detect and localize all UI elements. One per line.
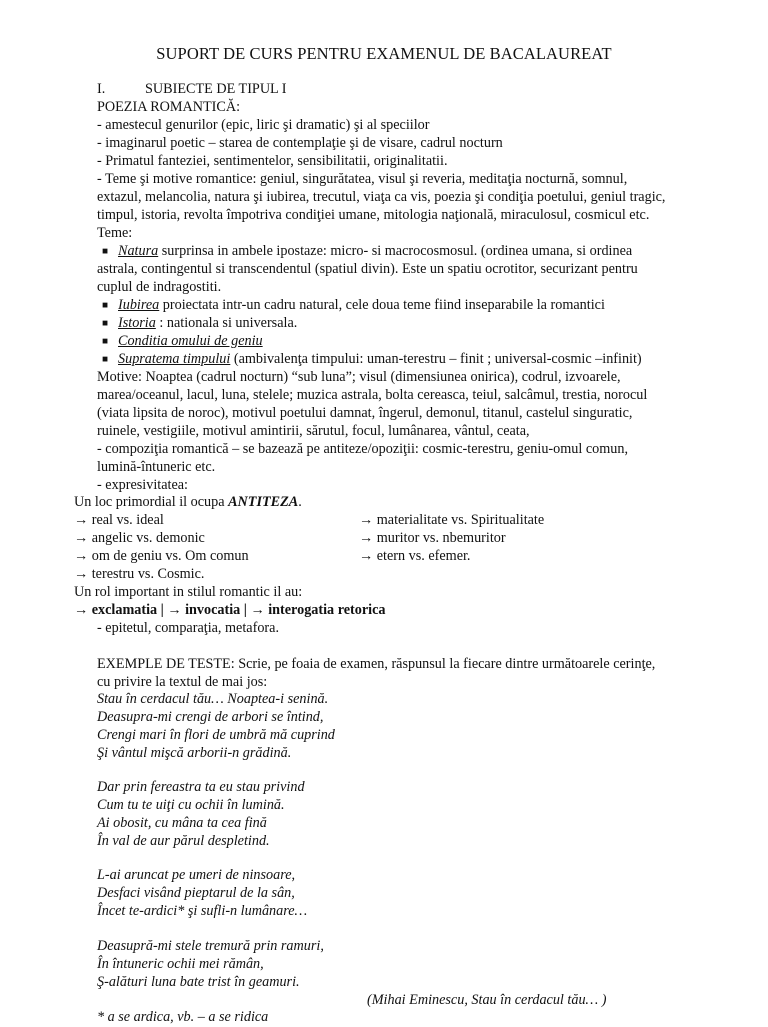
tests-heading: EXEMPLE DE TESTE: Scrie, pe foaia de examen, răspunsul la fiecare dintre următoarele cerinţe,	[97, 656, 656, 672]
section-heading: SUBIECTE DE TIPUL I	[145, 81, 287, 97]
romantic-style-intro: Un rol important in stilul romantic il au:	[74, 584, 303, 600]
motives-line: (viata lipsita de noroc), motivul poetului damnat, îngerul, demonul, titanul, castelul singuratic,	[97, 405, 633, 421]
poem-line: Ai obosit, cu mâna ta cea fină	[97, 815, 267, 831]
poem-line: Deasupra-mi crengi de arbori se întind,	[97, 709, 324, 725]
tests-instruction: cu privire la textul de mai jos:	[97, 674, 268, 690]
theme-item: Conditia omului de geniu	[118, 333, 263, 349]
theme-item-continuation: cuplul de indragostiti.	[97, 279, 222, 295]
antithesis-pair-left: → terestru vs. Cosmic.	[74, 566, 205, 582]
poem-line: În val de aur părul despletind.	[97, 833, 270, 849]
bullet-icon: ■	[102, 318, 109, 329]
poem-line: Crengi mari în flori de umbră mă cuprind	[97, 727, 335, 743]
poem-line: Şi vântul mişcă arborii-n grădină.	[97, 745, 292, 761]
antithesis-pair-right: → etern vs. efemer.	[359, 548, 471, 564]
theme-item: Iubirea proiectata intr-un cadru natural, cele doua teme fiind inseparabile la romantici	[118, 297, 605, 313]
motives-line: marea/oceanul, lacul, luna, stelele; muzica astrala, bolta cereasca, teiul, salcâmul, trestia, norocul	[97, 387, 648, 403]
bullet-icon: ■	[102, 246, 109, 257]
feature-line: - Primatul fanteziei, sentimentelor, sensibilitatii, originalitatii.	[97, 153, 448, 169]
theme-item-continuation: astrala, contingentul si transcendentul (spatiul divin). Este un spatiu ocrotitor, securizant pentru	[97, 261, 638, 277]
poem-line: Stau în cerdacul tău… Noaptea-i senină.	[97, 691, 329, 707]
antithesis-pair-left: → om de geniu vs. Om comun	[74, 548, 249, 564]
feature-line: timpul, istoria, revolta împotriva condiţiei umane, mitologia naţională, miraculosul, cosmicul etc.	[97, 207, 650, 223]
theme-item: Istoria : nationala si universala.	[118, 315, 298, 331]
poem-line: În întuneric ochii mei rămân,	[97, 956, 264, 972]
rhetorical-devices: → exclamatia | → invocatia | → interogatia retorica	[74, 602, 386, 618]
feature-line: - imaginarul poetic – starea de contemplaţie şi de visare, cadrul nocturn	[97, 135, 503, 151]
antithesis-pair-left: → angelic vs. demonic	[74, 530, 205, 546]
theme-item: Supratema timpului (ambivalenţa timpului: uman-terestru – finit ; universal-cosmic –infinit)	[118, 351, 642, 367]
motives-line: ruinele, vestigiile, motivul amintirii, sărutul, focul, lumânarea, vântul, ceata,	[97, 423, 530, 439]
theme-item: Natura surprinsa in ambele ipostaze: micro- si macrocosmosul. (ordinea umana, si ordinea	[118, 243, 633, 259]
poem-line: Ş-alături luna bate trist în geamuri.	[97, 974, 300, 990]
other-devices: - epitetul, comparaţia, metafora.	[97, 620, 279, 636]
antithesis-pair-left: → real vs. ideal	[74, 512, 164, 528]
bullet-icon: ■	[102, 336, 109, 347]
antithesis-pair-right: → materialitate vs. Spiritualitate	[359, 512, 545, 528]
bullet-icon: ■	[102, 354, 109, 365]
antithesis-intro: Un loc primordial il ocupa ANTITEZA.	[74, 494, 302, 510]
expressivity-line: - expresivitatea:	[97, 477, 188, 493]
footnote: * a se ardica, vb. – a se ridica	[97, 1009, 269, 1025]
feature-line: - Teme şi motive romantice: geniul, singurătatea, visul şi reveria, meditaţia nocturnă, somnul,	[97, 171, 628, 187]
bullet-icon: ■	[102, 300, 109, 311]
poem-line: L-ai aruncat pe umeri de ninsoare,	[97, 867, 296, 883]
antithesis-pair-right: → muritor vs. nbemuritor	[359, 530, 506, 546]
poem-line: Cum tu te uiţi cu ochii în lumină.	[97, 797, 285, 813]
composition-line: lumină-întuneric etc.	[97, 459, 216, 475]
poem-line: Desfaci visând pieptarul de la sân,	[97, 885, 295, 901]
motives-line: Motive: Noaptea (cadrul nocturn) “sub luna”; visul (dimensiunea onirica), codrul, izvoarele,	[97, 369, 621, 385]
feature-line: extazul, melancolia, natura şi iubirea, trecutul, viaţa ca vis, poezia şi condiţia poetului, geniul tragic,	[97, 189, 666, 205]
poem-line: Încet te-ardici* şi sufli-n lumânare…	[97, 903, 308, 919]
composition-line: - compoziţia romantică – se bazează pe antiteze/opoziţii: cosmic-terestru, geniu-omul comun,	[97, 441, 629, 457]
themes-label: Teme:	[97, 225, 133, 241]
section-number: I.	[97, 81, 106, 97]
feature-line: - amestecul genurilor (epic, liric şi dramatic) şi al speciilor	[97, 117, 430, 133]
poem-line: Dar prin fereastra ta eu stau privind	[97, 779, 305, 795]
subheading: POEZIA ROMANTICĂ:	[97, 99, 241, 115]
poem-attribution: (Mihai Eminescu, Stau în cerdacul tău… )	[367, 992, 607, 1008]
poem-line: Deasupră-mi stele tremură prin ramuri,	[97, 938, 324, 954]
page-title: SUPORT DE CURS PENTRU EXAMENUL DE BACALAUREAT	[156, 44, 612, 63]
